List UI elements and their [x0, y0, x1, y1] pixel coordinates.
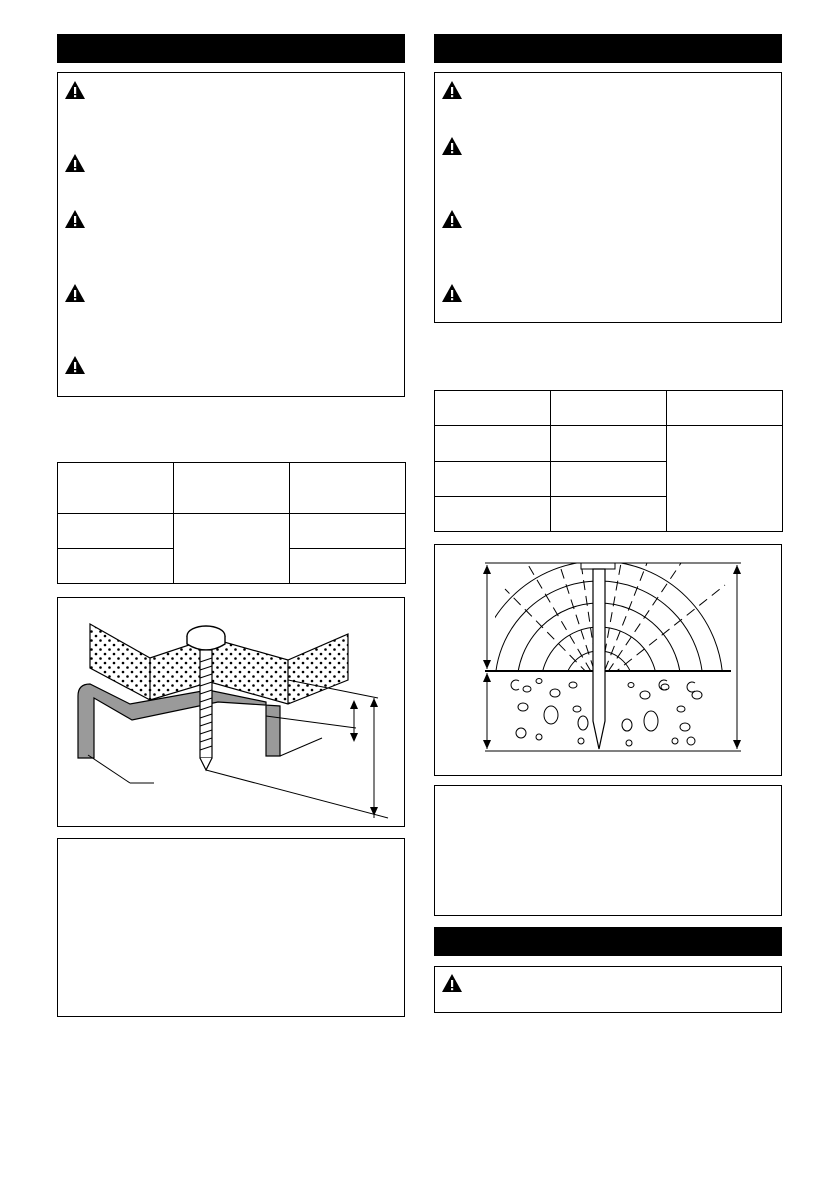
right-spec-table	[434, 390, 783, 532]
warning-triangle-icon	[441, 973, 463, 993]
table-cell	[290, 549, 406, 584]
table-cell	[58, 463, 174, 514]
right-section-header	[434, 34, 782, 63]
warning-triangle-icon	[64, 209, 86, 229]
left-note-box	[57, 838, 405, 1017]
table-cell	[551, 497, 667, 532]
warning-triangle-icon	[441, 136, 463, 156]
table-cell	[58, 549, 174, 584]
right-warning-box-2	[434, 966, 782, 1013]
right-note-box	[434, 785, 782, 916]
warning-triangle-icon	[441, 283, 463, 303]
nail-wood-concrete-illustration	[435, 545, 781, 775]
right-section-header-2	[434, 927, 782, 956]
right-warning-box	[434, 72, 782, 323]
right-figure-box	[434, 544, 782, 776]
table-cell	[667, 391, 783, 426]
table-cell	[551, 391, 667, 426]
left-figure-box	[57, 597, 405, 827]
table-cell	[667, 426, 783, 532]
warning-triangle-icon	[64, 283, 86, 303]
table-cell	[290, 463, 406, 514]
left-spec-table	[57, 462, 406, 584]
left-warning-box	[57, 72, 405, 397]
warning-triangle-icon	[441, 209, 463, 229]
table-cell	[290, 514, 406, 549]
table-cell	[551, 462, 667, 497]
table-cell	[551, 426, 667, 462]
table-cell	[435, 497, 551, 532]
left-section-header	[57, 34, 405, 63]
nail-steel-deck-illustration	[58, 598, 404, 826]
table-cell	[435, 391, 551, 426]
warning-triangle-icon	[441, 80, 463, 100]
warning-triangle-icon	[64, 80, 86, 100]
table-cell	[174, 514, 290, 584]
table-cell	[435, 462, 551, 497]
table-cell	[174, 463, 290, 514]
warning-triangle-icon	[64, 153, 86, 173]
table-cell	[58, 514, 174, 549]
warning-triangle-icon	[64, 355, 86, 375]
table-cell	[435, 426, 551, 462]
